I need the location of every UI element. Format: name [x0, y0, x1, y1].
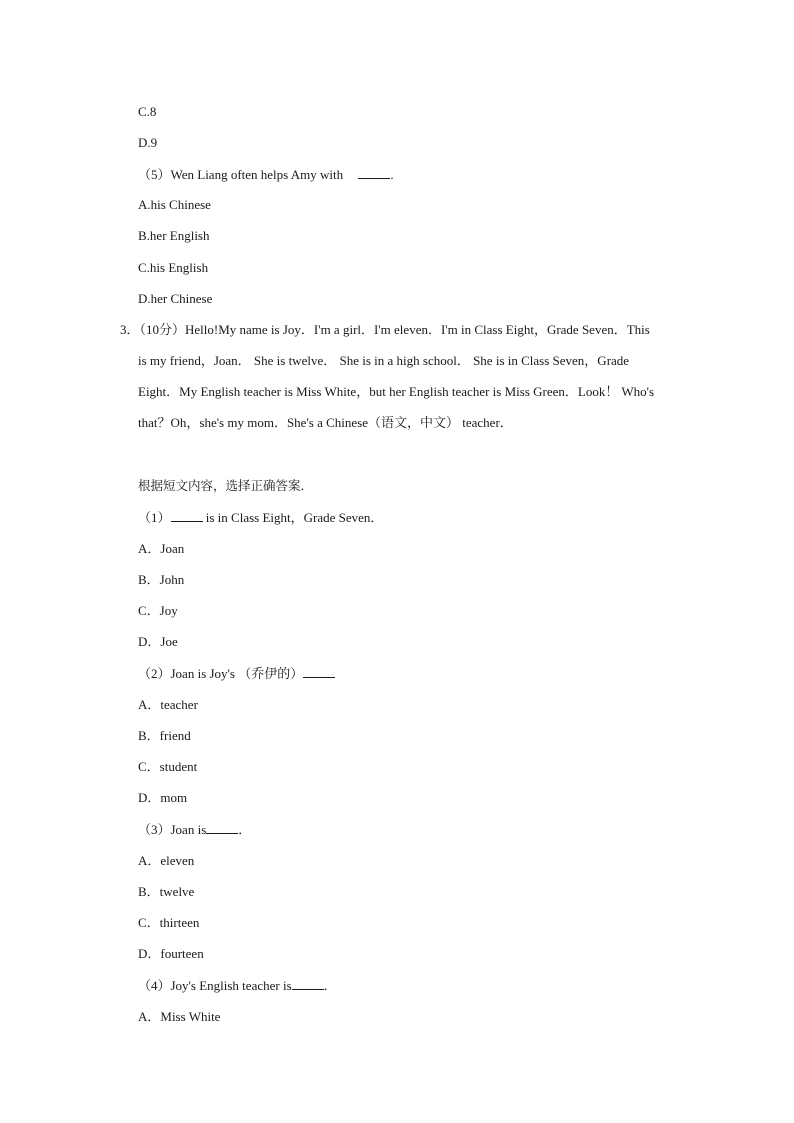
sub-question-3-prefix: （3）Joan is — [138, 822, 207, 837]
option-d-joe: D．Joe — [138, 634, 178, 649]
passage-line-2: is my friend，Joan． She is twelve． She is in a high school． She is in Class Seven，Grade — [138, 353, 630, 368]
option-a-his-chinese: A.his Chinese — [138, 197, 211, 212]
question-3-passage — [120, 314, 680, 438]
option-d-fourteen: D．fourteen — [138, 946, 204, 961]
option-b-her-english: B.her English — [138, 228, 210, 243]
option-a-eleven: A．eleven — [138, 853, 195, 868]
sub-question-4-suffix: ． — [323, 978, 337, 993]
option-c-8: C.8 — [138, 104, 157, 119]
answer-blank — [303, 665, 335, 678]
sub-question-4 — [138, 977, 337, 994]
sub-question-1-prefix: （1） — [138, 510, 171, 525]
option-d-her-chinese: D.her Chinese — [138, 291, 213, 306]
sub-question-1 — [138, 509, 383, 526]
answer-blank — [206, 821, 238, 834]
sub-question-3 — [138, 821, 251, 838]
option-b-friend: B．friend — [138, 728, 191, 743]
sub-question-5-prefix: （5）Wen Liang often helps Amy with — [138, 167, 344, 182]
sub-question-4-prefix: （4）Joy's English teacher is — [138, 978, 292, 993]
option-c-his-english: C.his English — [138, 260, 209, 275]
option-c-joy: C．Joy — [138, 603, 178, 618]
option-a-miss-white: A．Miss White — [138, 1009, 221, 1024]
sub-question-5-suffix: . — [390, 167, 394, 182]
option-b-john: B．John — [138, 572, 185, 587]
passage-line-3: Eight．My English teacher is Miss White，but her English teacher is Miss Green．Look！ Who's — [138, 384, 655, 399]
answer-blank — [358, 166, 390, 179]
answer-blank — [292, 977, 324, 990]
passage-line-1: 3．（10分）Hello!My name is Joy．I'm a girl．I'm eleven．I'm in Class Eight，Grade Seven．This — [120, 322, 650, 337]
sub-question-1-suffix: is in Class Eight，Grade Seven． — [202, 510, 384, 525]
option-b-twelve: B．twelve — [138, 884, 195, 899]
answer-blank — [171, 509, 203, 522]
sub-question-2 — [138, 665, 335, 682]
instruction: 根据短文内容，选择正确答案． — [138, 478, 314, 493]
sub-question-5 — [138, 166, 394, 183]
option-d-mom: D．mom — [138, 790, 188, 805]
sub-question-3-suffix: ． — [238, 822, 252, 837]
sub-question-2-prefix: （2）Joan is Joy's （乔伊的） — [138, 666, 304, 681]
option-d-9: D.9 — [138, 135, 158, 150]
option-a-teacher: A．teacher — [138, 697, 198, 712]
passage-line-4: that？Oh，she's my mom．She's a Chinese（语文，中文） teacher． — [138, 415, 513, 430]
option-c-thirteen: C．thirteen — [138, 915, 200, 930]
option-a-joan: A．Joan — [138, 541, 185, 556]
option-c-student: C．student — [138, 759, 198, 774]
